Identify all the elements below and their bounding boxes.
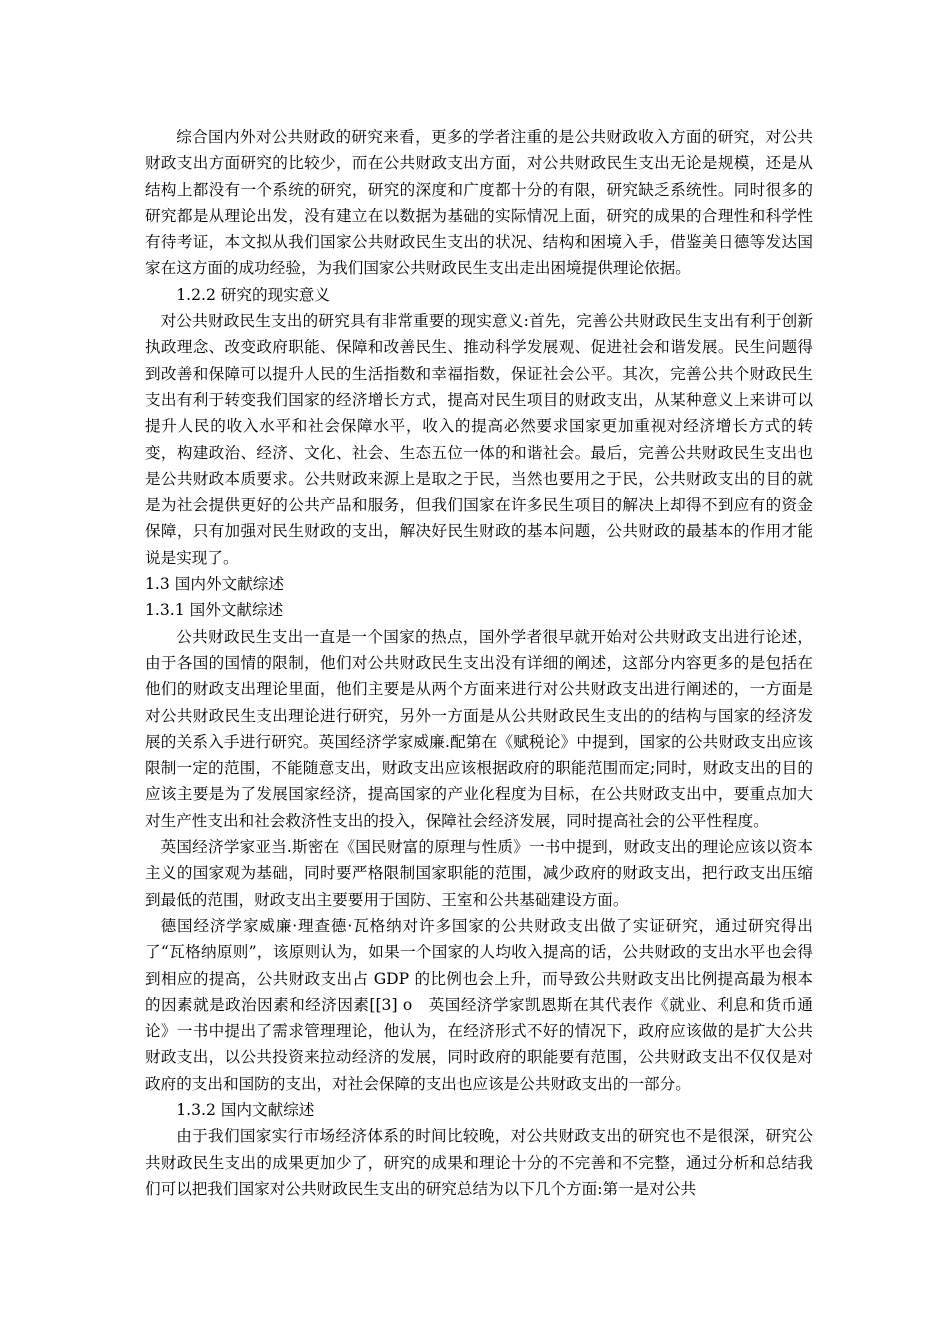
paragraph-adam-smith: 英国经济学家亚当.斯密在《国民财富的原理与性质》一书中提到，财政支出的理论应该以资本主义的国家观为基础，同时要严格限制国家职能的范围，减少政府的财政支出，把行政支出压缩到最低的范围，财政支出主要要用于国防、王室和公共基础建设方面。 [145, 838, 813, 909]
heading-1-2-2: 1.2.2 研究的现实意义 [176, 285, 330, 304]
heading-1-3: 1.3 国内外文献综述 [145, 575, 284, 594]
paragraph-foreign-literature: 公共财政民生支出一直是一个国家的热点，国外学者很早就开始对公共财政支出进行论述，由于各国的国情的限制，他们对公共财政民生支出没有详细的阐述，这部分内容更多的是包括在他们的财政支出理论里面，他们主要是从两个方面来进行对公共财政支出进行阐述的，一方面是对公共财政民生支出理论进行研究，另外一方面是从公共财政民生支出的的结构与国家的经济发展的关系入手进行研究。英国经济学家威廉.配第在《赋税论》中提到，国家的公共财政支出应该限制一定的范围，不能随意支出，财政支出应该根据政府的职能范围而定;同时，财政支出的目的应该主要是为了发展国家经济，提高国家的产业化程度为目标，在公共财政支出中，要重点加大对生产性支出和社会救济性支出的投入，保障社会经济发展，同时提高社会的公平性程度。 [145, 627, 813, 830]
document-body [145, 124, 813, 1202]
paragraph-domestic-literature: 由于我们国家实行市场经济体系的时间比较晚，对公共财政支出的研究也不是很深，研究公共财政民生支出的成果更加少了，研究的成果和理论十分的不完善和不完整，通过分析和总结我们可以把我们国家对公共财政民生支出的研究总结为以下几个方面:第一是对公共 [145, 1127, 813, 1198]
heading-1-3-1: 1.3.1 国外文献综述 [145, 601, 284, 620]
paragraph-wagner-keynes: 德国经济学家威廉·理查德·瓦格纳对许多国家的公共财政支出做了实证研究，通过研究得出了“瓦格纳原则”，该原则认为，如果一个国家的人均收入提高的话，公共财政的支出水平也会得到相应的提高，公共财政支出占 GDP 的比例也会上升，而导致公共财政支出比例提高最为根本的因素就是政治因素和经济因素[[3] o 英国经济学家凯恩斯在其代表作《就业、利息和货币通论》一书中提出了需求管理理论，他认为，在经济形式不好的情况下，政府应该做的是扩大公共财政支出，以公共投资来拉动经济的发展，同时政府的职能要有范围，公共财政支出不仅仅是对政府的支出和国防的支出，对社会保障的支出也应该是公共财政支出的一部分。 [145, 916, 813, 1093]
heading-1-3-2: 1.3.2 国内文献综述 [176, 1100, 315, 1119]
paragraph-practical-significance: 对公共财政民生支出的研究具有非常重要的现实意义:首先，完善公共财政民生支出有利于创新执政理念、改变政府职能、保障和改善民生、推动科学发展观、促进社会和谐发展。民生问题得到改善和保障可以提升人民的生活指数和幸福指数，保证社会公平。其次，完善公共个财政民生支出有利于转变我们国家的经济增长方式，提高对民生项目的财政支出，从某种意义上来讲可以提升人民的收入水平和社会保障水平，收入的提高必然要求国家更加重视对经济增长方式的转变，构建政治、经济、文化、社会、生态五位一体的和谐社会。最后，完善公共财政民生支出也是公共财政本质要求。公共财政来源上是取之于民，当然也要用之于民，公共财政支出的目的就是为社会提供更好的公共产品和服务，但我们国家在许多民生项目的解决上却得不到应有的资金保障，只有加强对民生财政的支出，解决好民生财政的基本问题，公共财政的最基本的作用才能说是实现了。 [145, 312, 813, 567]
paragraph-research-summary: 综合国内外对公共财政的研究来看，更多的学者注重的是公共财政收入方面的研究，对公共财政支出方面研究的比较少，而在公共财政支出方面，对公共财政民生支出无论是规模，还是从结构上都没有一个系统的研究，研究的深度和广度都十分的有限，研究缺乏系统性。同时很多的研究都是从理论出发，没有建立在以数据为基础的实际情况上面，研究的成果的合理性和科学性有待考证，本文拟从我们国家公共财政民生支出的状况、结构和困境入手，借鉴美日德等发达国家在这方面的成功经验，为我们国家公共财政民生支出走出困境提供理论依据。 [145, 128, 813, 278]
